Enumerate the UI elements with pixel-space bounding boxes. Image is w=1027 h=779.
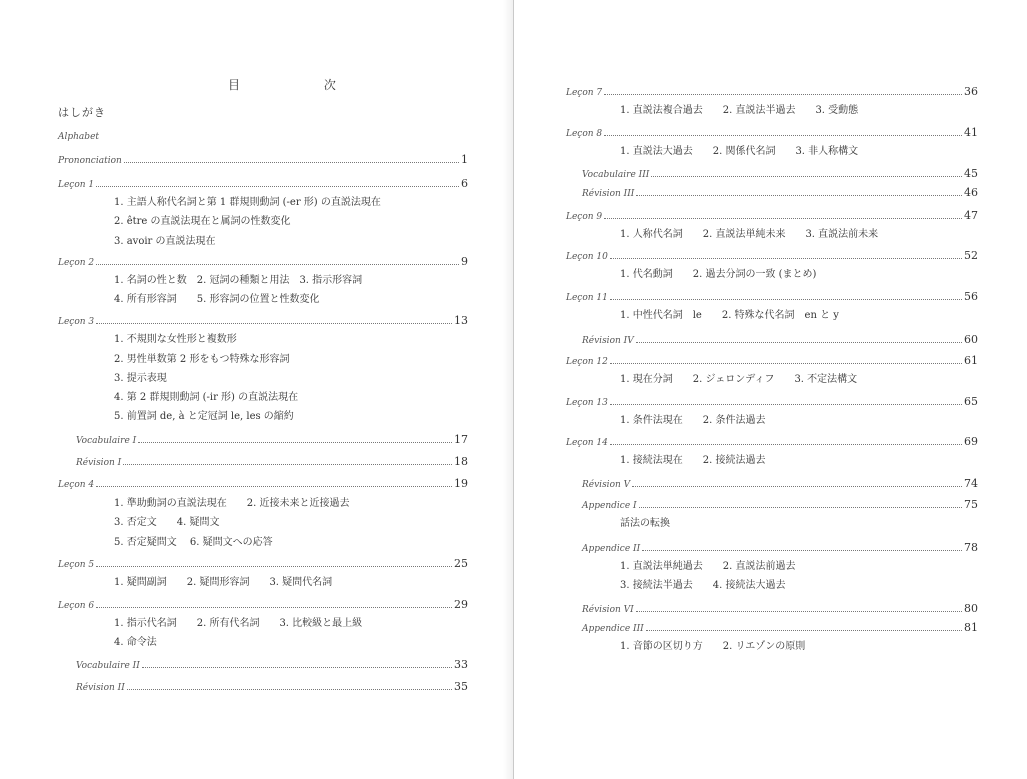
toc-entry[interactable]: [76, 454, 468, 468]
toc-entry-label: Vocabulaire I: [76, 436, 137, 446]
leader-dots: [610, 298, 962, 300]
toc-entry-page: 18: [454, 455, 468, 468]
toc-entry-page: 35: [454, 680, 468, 693]
toc-entry-label: Alphabet: [58, 132, 100, 142]
toc-subentry: 1. 指示代名詞 2. 所有代名詞 3. 比較級と最上級: [114, 618, 363, 629]
toc-entry[interactable]: [566, 434, 978, 448]
toc-subentry: 1. 主語人称代名詞と第 1 群規則動詞 (-er 形) の直説法現在: [114, 197, 381, 208]
toc-entry-label: Révision IV: [582, 336, 634, 346]
toc-entry-label: Révision II: [76, 683, 125, 693]
toc-entry[interactable]: [582, 601, 978, 615]
toc-entry[interactable]: [582, 476, 978, 490]
leader-dots: [639, 506, 962, 508]
toc-entry-page: 17: [454, 433, 468, 446]
leader-dots: [127, 688, 452, 690]
leader-dots: [138, 441, 452, 443]
page-fold-shadow: [503, 0, 513, 779]
toc-entry-label: Vocabulaire III: [582, 170, 650, 180]
toc-entry[interactable]: [566, 248, 978, 262]
toc-entry[interactable]: [76, 679, 468, 693]
toc-subentry: 話法の転換: [620, 518, 670, 529]
toc-subentry: 2. 男性単数第 2 形をもつ特殊な形容詞: [114, 354, 290, 365]
toc-subentry: 1. 名詞の性と数 2. 冠詞の種類と用法 3. 指示形容詞: [114, 275, 363, 286]
toc-entry-label: Révision V: [582, 480, 631, 490]
toc-entry-page: 33: [454, 658, 468, 671]
toc-entry-page: 52: [964, 249, 978, 262]
toc-entry-label: Leçon 1: [58, 180, 95, 190]
toc-title: 目 次: [228, 78, 376, 92]
leader-dots: [646, 629, 962, 631]
toc-subentry: 3. 接続法半過去 4. 接続法大過去: [620, 580, 786, 591]
toc-entry-page: 75: [964, 498, 978, 511]
leader-dots: [610, 403, 962, 405]
toc-entry[interactable]: [58, 476, 468, 490]
toc-entry[interactable]: [58, 313, 468, 327]
toc-entry-page: 60: [964, 333, 978, 346]
toc-entry-page: 81: [964, 621, 978, 634]
toc-subentry-part: 5. 否定疑問文: [114, 537, 177, 548]
toc-entry-page: 36: [964, 85, 978, 98]
toc-entry[interactable]: [582, 166, 978, 180]
leader-dots: [610, 443, 962, 445]
toc-entry[interactable]: [566, 84, 978, 98]
toc-entry-label: Prononciation: [58, 156, 122, 166]
toc-entry-page: 1: [461, 153, 468, 166]
toc-entry-label: Leçon 7: [566, 88, 603, 98]
toc-entry-label: Leçon 2: [58, 258, 95, 268]
toc-subentry: 1. 人称代名詞 2. 直説法単純未来 3. 直説法前未来: [620, 229, 879, 240]
toc-entry-page: 80: [964, 602, 978, 615]
toc-entry-page: 61: [964, 354, 978, 367]
toc-subentry: 5. 前置詞 de, à と定冠詞 le, les の縮約: [114, 411, 294, 422]
toc-subentry: 4. 第 2 群規則動詞 (-ir 形) の直説法現在: [114, 392, 299, 403]
toc-entry-label: Appendice III: [582, 624, 644, 634]
leader-dots: [610, 257, 962, 259]
leader-dots: [96, 322, 452, 324]
toc-entry-label: Révision I: [76, 458, 122, 468]
toc-entry-label: Révision VI: [582, 605, 634, 615]
toc-entry[interactable]: [566, 353, 978, 367]
toc-subentry: 1. 直説法単純過去 2. 直説法前過去: [620, 561, 796, 572]
toc-subentry: 1. 中性代名詞 le 2. 特殊な代名詞 en と y: [620, 310, 839, 321]
toc-entry-page: 29: [454, 598, 468, 611]
toc-subentry: 4. 命令法: [114, 637, 157, 648]
leader-dots: [96, 485, 452, 487]
toc-entry[interactable]: [582, 540, 978, 554]
toc-entry-label: Leçon 9: [566, 212, 603, 222]
toc-entry-label: Leçon 4: [58, 480, 95, 490]
toc-entry-page: 56: [964, 290, 978, 303]
toc-entry-label: Leçon 3: [58, 317, 95, 327]
left-page: [0, 0, 513, 779]
toc-subentry: 3. 提示表現: [114, 373, 167, 384]
toc-entry-page: 65: [964, 395, 978, 408]
leader-dots: [636, 341, 962, 343]
toc-entry-label: Révision III: [582, 189, 635, 199]
toc-entry[interactable]: [58, 254, 468, 268]
toc-entry-page: 25: [454, 557, 468, 570]
leader-dots: [96, 263, 459, 265]
leader-dots: [604, 93, 962, 95]
toc-subentry: 1. 直説法複合過去 2. 直説法半過去 3. 受動態: [620, 105, 859, 116]
toc-entry-label: Appendice II: [582, 544, 641, 554]
toc-entry[interactable]: [58, 152, 468, 166]
toc-subentry: 1. 疑問副詞 2. 疑問形容詞 3. 疑問代名詞: [114, 577, 333, 588]
leader-dots: [642, 549, 962, 551]
toc-entry-page: 69: [964, 435, 978, 448]
toc-entry-page: 9: [461, 255, 468, 268]
toc-entry-page: 74: [964, 477, 978, 490]
toc-entry[interactable]: [582, 332, 978, 346]
preface-entry[interactable]: はしがき: [58, 106, 106, 119]
toc-entry[interactable]: [58, 597, 468, 611]
leader-dots: [632, 485, 962, 487]
toc-entry[interactable]: [566, 394, 978, 408]
toc-subentry: 1. 代名動詞 2. 過去分詞の一致 (まとめ): [620, 269, 817, 280]
toc-entry-label: Vocabulaire II: [76, 661, 140, 671]
toc-entry-page: 47: [964, 209, 978, 222]
toc-subentry: 1. 現在分詞 2. ジェロンディフ 3. 不定法構文: [620, 374, 858, 385]
toc-subentry: 1. 条件法現在 2. 条件法過去: [620, 415, 766, 426]
leader-dots: [123, 463, 452, 465]
toc-subentry: 1. 接続法現在 2. 接続法過去: [620, 455, 766, 466]
toc-entry-label: Leçon 12: [566, 357, 608, 367]
toc-entry[interactable]: [76, 432, 468, 446]
toc-entry[interactable]: [582, 497, 978, 511]
right-page: [514, 0, 1027, 779]
leader-dots: [142, 666, 452, 668]
toc-entry-label: Leçon 8: [566, 129, 603, 139]
leader-dots: [96, 185, 459, 187]
toc-entry-label: Leçon 10: [566, 252, 608, 262]
leader-dots: [610, 362, 962, 364]
toc-entry-label: Appendice I: [582, 501, 637, 511]
leader-dots: [96, 606, 452, 608]
leader-dots: [636, 610, 962, 612]
toc-subentry: 2. être の直説法現在と属詞の性数変化: [114, 216, 291, 227]
toc-entry[interactable]: [582, 620, 978, 634]
toc-entry-label: Leçon 5: [58, 560, 95, 570]
toc-entry-label: Leçon 14: [566, 438, 608, 448]
toc-entry-alphabet[interactable]: [58, 128, 468, 142]
toc-entry-page: 46: [964, 186, 978, 199]
toc-subentry: 1. 音節の区切り方 2. リエゾンの原則: [620, 641, 806, 652]
toc-entry-label: Leçon 13: [566, 398, 608, 408]
leader-dots: [651, 175, 962, 177]
toc-entry[interactable]: [566, 125, 978, 139]
leader-dots: [636, 194, 962, 196]
toc-subentry: [114, 533, 273, 548]
toc-entry[interactable]: [566, 289, 978, 303]
toc-entry-page: 41: [964, 126, 978, 139]
toc-entry[interactable]: [58, 176, 468, 190]
toc-entry-page: 45: [964, 167, 978, 180]
toc-subentry: 1. 不規則な女性形と複数形: [114, 334, 237, 345]
toc-entry-page: 78: [964, 541, 978, 554]
toc-entry-page: 6: [461, 177, 468, 190]
toc-entry[interactable]: [566, 208, 978, 222]
toc-entry[interactable]: [582, 185, 978, 199]
toc-entry-page: 13: [454, 314, 468, 327]
toc-subentry-part: 6. 疑問文への応答: [189, 537, 273, 548]
toc-subentry: 4. 所有形容詞 5. 形容詞の位置と性数変化: [114, 294, 320, 305]
toc-entry-label: Leçon 11: [566, 293, 608, 303]
toc-subentry: 1. 準助動詞の直説法現在 2. 近接未来と近接過去: [114, 498, 350, 509]
toc-subentry: 3. avoir の直説法現在: [114, 236, 216, 247]
leader-dots: [124, 161, 459, 163]
leader-dots: [604, 217, 962, 219]
toc-entry[interactable]: [58, 556, 468, 570]
toc-subentry: 3. 否定文 4. 疑問文: [114, 517, 220, 528]
toc-entry-page: 19: [454, 477, 468, 490]
toc-subentry: 1. 直説法大過去 2. 関係代名詞 3. 非人称構文: [620, 146, 859, 157]
toc-entry[interactable]: [76, 657, 468, 671]
leader-dots: [96, 565, 452, 567]
toc-entry-label: Leçon 6: [58, 601, 95, 611]
leader-dots: [604, 134, 962, 136]
